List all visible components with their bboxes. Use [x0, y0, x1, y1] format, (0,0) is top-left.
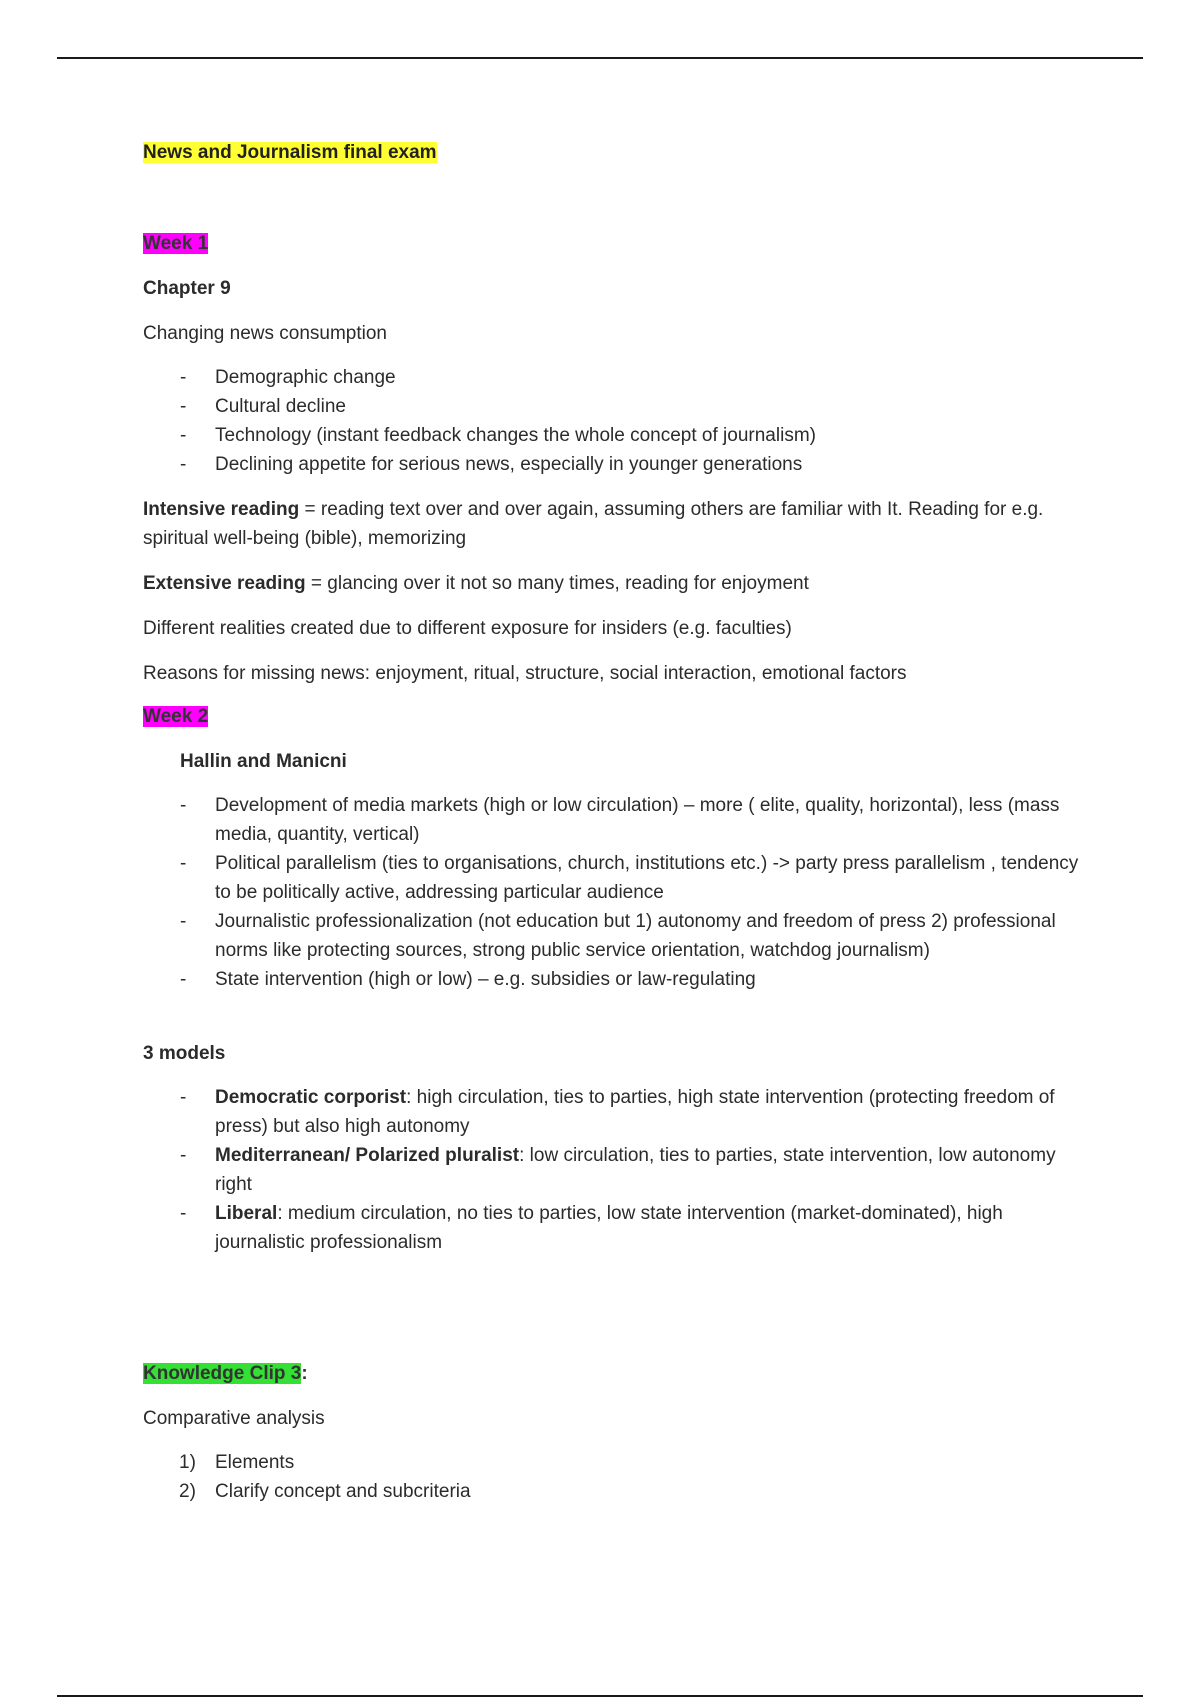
model-item	[143, 1141, 1083, 1199]
dash-bullet: -	[180, 367, 187, 388]
week1-subtitle: Changing news consumption	[143, 323, 387, 344]
list-item	[143, 907, 1083, 965]
model-term: Liberal	[215, 1203, 278, 1224]
week1-label: Week 1	[143, 233, 209, 254]
dash-bullet: -	[180, 396, 187, 417]
list-item-text: State intervention (high or low) – e.g. subsidies or law-regulating	[215, 969, 756, 990]
dash-bullet: -	[180, 911, 187, 932]
clip3-label: Knowledge Clip 3	[143, 1363, 302, 1384]
item-number: 1)	[179, 1452, 196, 1473]
numbered-item	[143, 1477, 1083, 1506]
list-item-text: Demographic change	[215, 367, 396, 388]
week2-label: Week 2	[143, 706, 209, 727]
chapter-heading: Chapter 9	[143, 278, 231, 299]
doc-title	[143, 138, 1083, 167]
intensive-reading-text: = reading text over and over again, assuming others are familiar with It. Reading for e.g. spiritual well-being (bible), memorizing	[143, 499, 1044, 549]
model-item	[143, 1083, 1083, 1141]
numbered-item-text: Elements	[215, 1452, 295, 1473]
week2-bullet-list	[143, 791, 1083, 994]
item-number: 2)	[179, 1481, 196, 1502]
intensive-reading-term: Intensive reading	[143, 499, 300, 520]
models-heading: 3 models	[143, 1043, 226, 1064]
list-item	[143, 363, 1083, 392]
list-item	[143, 392, 1083, 421]
intensive-reading-paragraph	[143, 495, 1083, 553]
model-text: : medium circulation, no ties to parties, low state intervention (market-dominated), high journalistic professionalism	[215, 1203, 1003, 1253]
list-item	[143, 450, 1083, 479]
dash-bullet: -	[180, 1203, 187, 1224]
doc-title-text: News and Journalism final exam	[143, 142, 437, 163]
list-item-text: Political parallelism (ties to organisations, church, institutions etc.) -> party press parallelism , tendency to be politically active, addressing particular audience	[215, 853, 1079, 903]
hallin-manicni-heading: Hallin and Manicni	[180, 751, 347, 772]
dash-bullet: -	[180, 1145, 187, 1166]
model-item	[143, 1199, 1083, 1257]
list-item-text: Technology (instant feedback changes the whole concept of journalism)	[215, 425, 816, 446]
model-text: : high circulation, ties to parties, high state intervention (protecting freedom of press) but also high autonomy	[215, 1087, 1055, 1137]
week1-bullet-list	[143, 363, 1083, 479]
list-item	[143, 849, 1083, 907]
reasons-paragraph: Reasons for missing news: enjoyment, ritual, structure, social interaction, emotional factors	[143, 663, 907, 684]
dash-bullet: -	[180, 795, 187, 816]
dash-bullet: -	[180, 454, 187, 475]
clip3-subtitle: Comparative analysis	[143, 1408, 325, 1429]
clip3-numbered-list	[143, 1448, 1083, 1506]
clip3-heading	[143, 1359, 1083, 1388]
dash-bullet: -	[180, 969, 187, 990]
numbered-item-text: Clarify concept and subcriteria	[215, 1481, 471, 1502]
extensive-reading-term: Extensive reading	[143, 573, 306, 594]
dash-bullet: -	[180, 425, 187, 446]
footer-rule	[57, 1695, 1143, 1697]
list-item-text: Journalistic professionalization (not education but 1) autonomy and freedom of press 2) professional norms like protecting sources, strong public service orientation, watchdog journalism)	[215, 911, 1056, 961]
list-item	[143, 421, 1083, 450]
numbered-item	[143, 1448, 1083, 1477]
header-rule	[57, 57, 1143, 59]
week1-heading	[143, 229, 1083, 258]
list-item-text: Cultural decline	[215, 396, 346, 417]
extensive-reading-paragraph	[143, 569, 1083, 598]
extensive-reading-text: = glancing over it not so many times, reading for enjoyment	[305, 573, 809, 594]
dash-bullet: -	[180, 1087, 187, 1108]
model-term: Mediterranean/ Polarized pluralist	[215, 1145, 520, 1166]
list-item-text: Development of media markets (high or low circulation) – more ( elite, quality, horizontal), less (mass media, quantity, vertical)	[215, 795, 1060, 845]
model-term: Democratic corporist	[215, 1087, 407, 1108]
list-item	[143, 965, 1083, 994]
models-list	[143, 1083, 1083, 1257]
dash-bullet: -	[180, 853, 187, 874]
clip3-suffix: :	[301, 1363, 308, 1384]
list-item	[143, 791, 1083, 849]
model-text: : low circulation, ties to parties, state intervention, low autonomy right	[215, 1145, 1056, 1195]
document-page	[143, 138, 1083, 1506]
realities-paragraph: Different realities created due to different exposure for insiders (e.g. faculties)	[143, 618, 792, 639]
week2-heading	[143, 702, 1083, 731]
list-item-text: Declining appetite for serious news, especially in younger generations	[215, 454, 803, 475]
